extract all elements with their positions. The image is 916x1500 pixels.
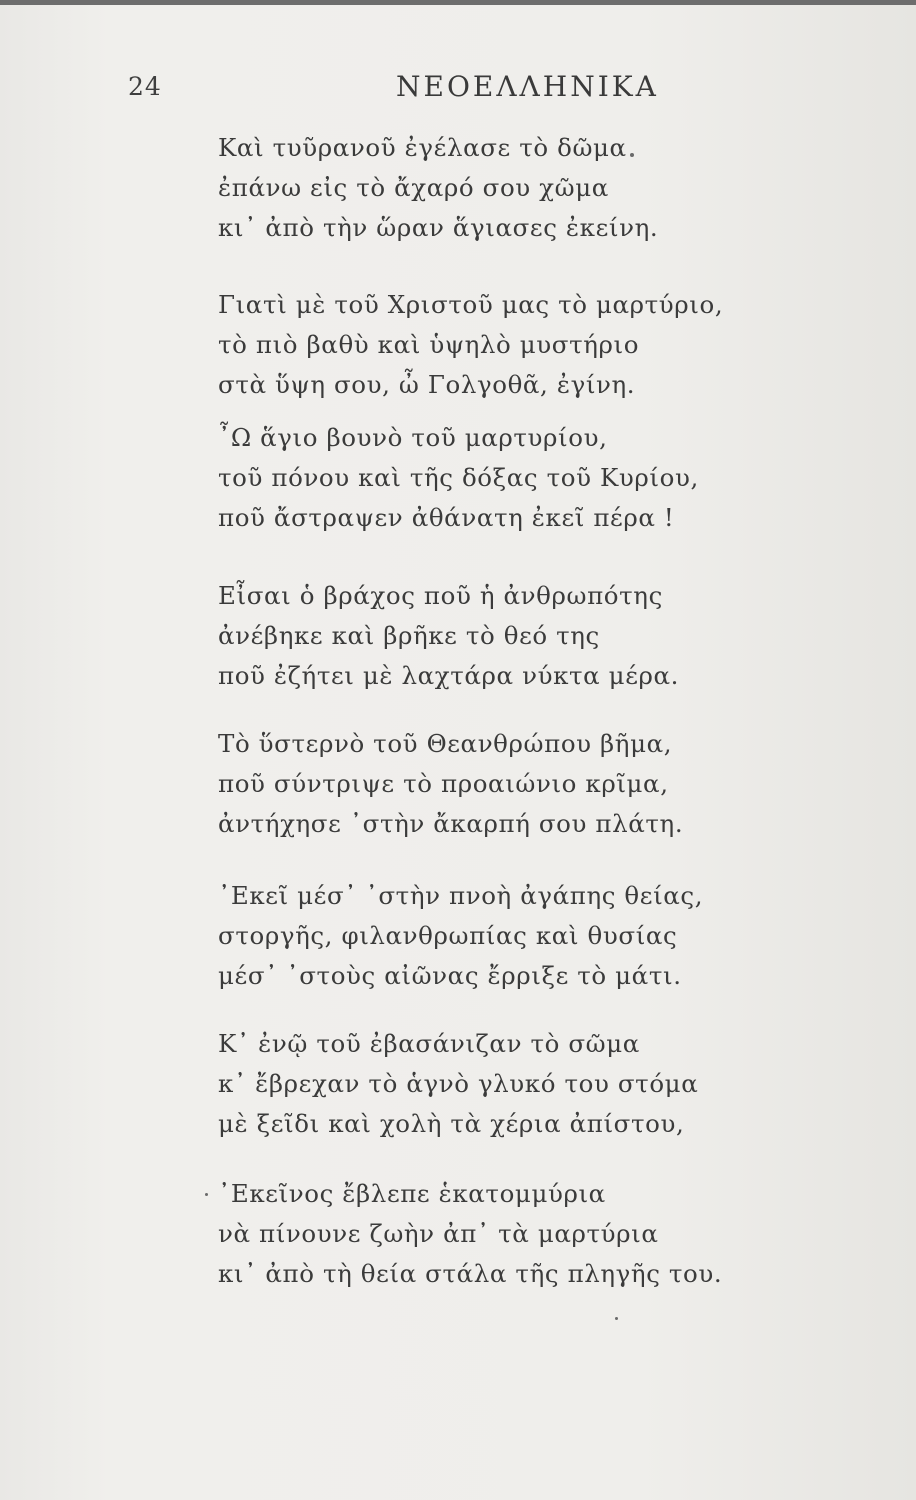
- running-title: ΝΕΟΕΛΛΗΝΙΚΑ: [396, 70, 659, 103]
- poem-line: ποῦ ἐζήτει μὲ λαχτάρα νύκτα μέρα.: [218, 661, 680, 690]
- poem-line: κ᾽ ἔβρεχαν τὸ ἁγνὸ γλυκό του στόμα: [218, 1069, 699, 1098]
- poem-line: Γιατὶ μὲ τοῦ Χριστοῦ μας τὸ μαρτύριο,: [218, 290, 724, 319]
- poem-line: ποῦ σύντριψε τὸ προαιώνιο κρῖμα,: [218, 769, 669, 798]
- poem-line: κι᾽ ἀπὸ τὴν ὥραν ἅγιασες ἐκείνη.: [218, 213, 659, 242]
- poem-line: ῏Ω ἅγιο βουνὸ τοῦ μαρτυρίου,: [218, 423, 608, 452]
- poem-line: Κ᾽ ἐνῷ τοῦ ἐβασάνιζαν τὸ σῶμα: [218, 1029, 640, 1058]
- ink-speck: [630, 153, 634, 157]
- poem-line: μέσ᾽ ᾽στοὺς αἰῶνας ἔρριξε τὸ μάτι.: [218, 961, 682, 990]
- poem-line: ᾽Εκεῖνος ἔβλεπε ἑκατομμύρια: [218, 1179, 606, 1208]
- poem-line: Τὸ ὕστερνὸ τοῦ Θεανθρώπου βῆμα,: [218, 729, 673, 758]
- poem-line: στὰ ὕψη σου, ὦ Γολγοθᾶ, ἐγίνη.: [218, 370, 636, 399]
- poem-line: ἀντήχησε ᾽στὴν ἄκαρπή σου πλάτη.: [218, 809, 684, 838]
- poem-line: Καὶ τυῦρανοῦ ἐγέλασε τὸ δῶμα: [218, 133, 627, 162]
- poem-line: Εἶσαι ὁ βράχος ποῦ ἡ ἀνθρωπότης: [218, 581, 663, 610]
- page-top-edge: [0, 0, 916, 5]
- poem-line: τοῦ πόνου καὶ τῆς δόξας τοῦ Κυρίου,: [218, 463, 699, 492]
- poem-line: νὰ πίνουνε ζωὴν ἀπ᾽ τὰ μαρτύρια: [218, 1219, 659, 1248]
- poem-line: μὲ ξεῖδι καὶ χολὴ τὰ χέρια ἀπίστου,: [218, 1109, 685, 1138]
- page-number: 24: [128, 72, 162, 101]
- poem-line: ἐπάνω εἰς τὸ ἄχαρό σου χῶμα: [218, 173, 609, 202]
- poem-line: ποῦ ἄστραψεν ἀθάνατη ἐκεῖ πέρα !: [218, 503, 675, 532]
- poem-line: ἀνέβηκε καὶ βρῆκε τὸ θεό της: [218, 621, 600, 650]
- poem-line: ᾽Εκεῖ μέσ᾽ ᾽στὴν πνοὴ ἀγάπης θείας,: [218, 881, 704, 910]
- ink-speck: [615, 1317, 618, 1320]
- poem-line: τὸ πιὸ βαθὺ καὶ ὑψηλὸ μυστήριο: [218, 330, 640, 359]
- poem-line: κι᾽ ἀπὸ τὴ θεία στάλα τῆς πληγῆς του.: [218, 1259, 723, 1288]
- poem-line: στοργῆς, φιλανθρωπίας καὶ θυσίας: [218, 921, 678, 950]
- ink-speck: [205, 1193, 208, 1196]
